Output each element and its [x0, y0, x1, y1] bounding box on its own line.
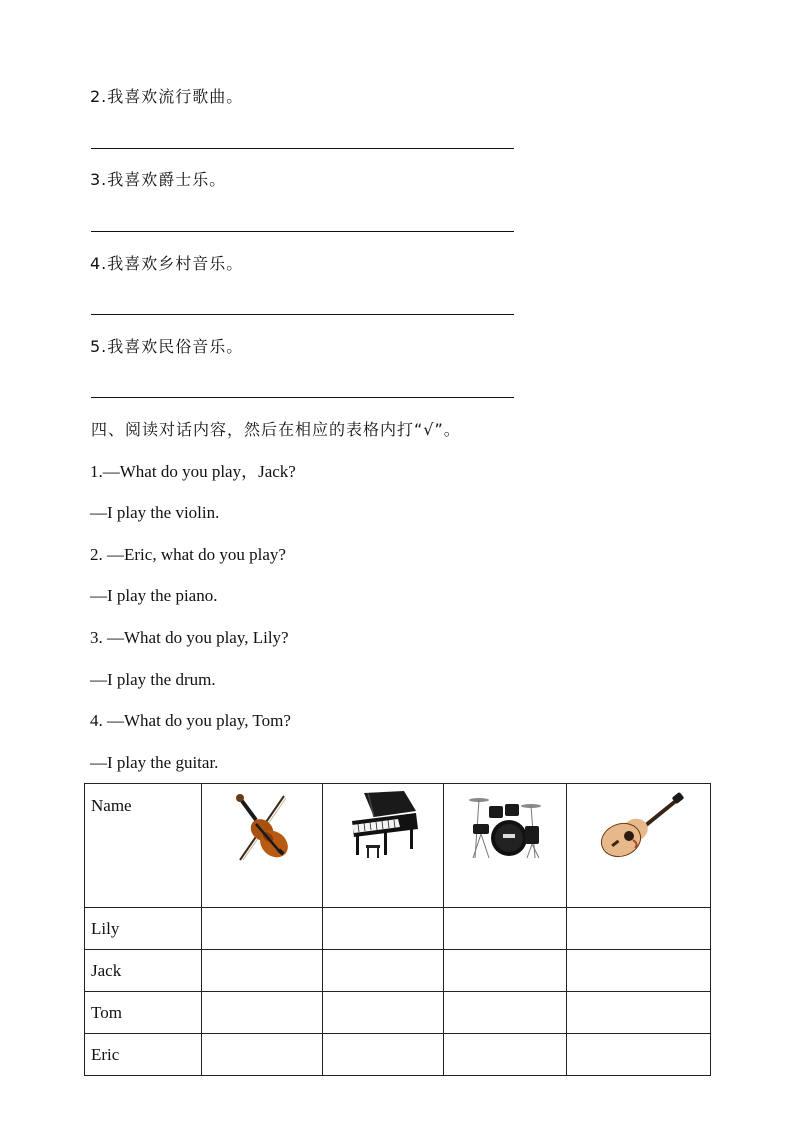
dialogue-line: —I play the piano.	[90, 586, 218, 605]
dialogue-line: —I play the drum.	[90, 670, 216, 689]
student-name: Tom	[85, 992, 202, 1034]
student-name: Eric	[85, 1034, 202, 1076]
dialogue-line: 4. —What do you play, Tom?	[90, 711, 291, 730]
check-cell[interactable]	[444, 992, 567, 1034]
check-cell[interactable]	[202, 992, 323, 1034]
student-name: Jack	[85, 950, 202, 992]
check-cell[interactable]	[567, 992, 711, 1034]
check-cell[interactable]	[202, 908, 323, 950]
guitar-icon	[591, 792, 687, 862]
question-3: 3.我喜欢爵士乐。	[90, 170, 227, 189]
check-cell[interactable]	[444, 908, 567, 950]
check-cell[interactable]	[567, 908, 711, 950]
question-4: 4.我喜欢乡村音乐。	[90, 254, 244, 273]
dialogue-line: 1.—What do you play，Jack?	[90, 462, 296, 481]
piano-cell	[323, 784, 444, 908]
answer-line-2[interactable]	[91, 148, 514, 149]
check-cell[interactable]	[323, 908, 444, 950]
answer-line-3[interactable]	[91, 231, 514, 232]
check-cell[interactable]	[444, 1034, 567, 1076]
question-2: 2.我喜欢流行歌曲。	[90, 87, 244, 106]
table-row	[85, 950, 711, 992]
dialogue-line: —I play the violin.	[90, 503, 220, 522]
question-5: 5.我喜欢民俗音乐。	[90, 337, 244, 356]
dialogue-line: 2. —Eric, what do you play?	[90, 545, 286, 564]
table-row	[85, 908, 711, 950]
dialogue-line: 3. —What do you play, Lily?	[90, 628, 289, 647]
answer-line-4[interactable]	[91, 314, 514, 315]
dialogue-line: —I play the guitar.	[90, 753, 219, 772]
drum-kit-icon	[465, 792, 545, 862]
guitar-cell	[567, 784, 711, 908]
check-cell[interactable]	[202, 1034, 323, 1076]
check-cell[interactable]	[323, 950, 444, 992]
check-cell[interactable]	[323, 1034, 444, 1076]
check-cell[interactable]	[567, 950, 711, 992]
table-row	[85, 1034, 711, 1076]
drum-cell	[444, 784, 567, 908]
table-row	[85, 992, 711, 1034]
instrument-table	[84, 783, 711, 1076]
piano-icon	[344, 787, 422, 861]
check-cell[interactable]	[567, 1034, 711, 1076]
check-cell[interactable]	[323, 992, 444, 1034]
answer-line-5[interactable]	[91, 397, 514, 398]
violin-cell	[202, 784, 323, 908]
student-name: Lily	[85, 908, 202, 950]
check-cell[interactable]	[444, 950, 567, 992]
section-4-title: 四、阅读对话内容，然后在相应的表格内打“√”。	[91, 420, 461, 439]
table-header-row	[85, 784, 711, 908]
name-header: Name	[85, 784, 202, 908]
violin-icon	[226, 790, 298, 862]
check-cell[interactable]	[202, 950, 323, 992]
